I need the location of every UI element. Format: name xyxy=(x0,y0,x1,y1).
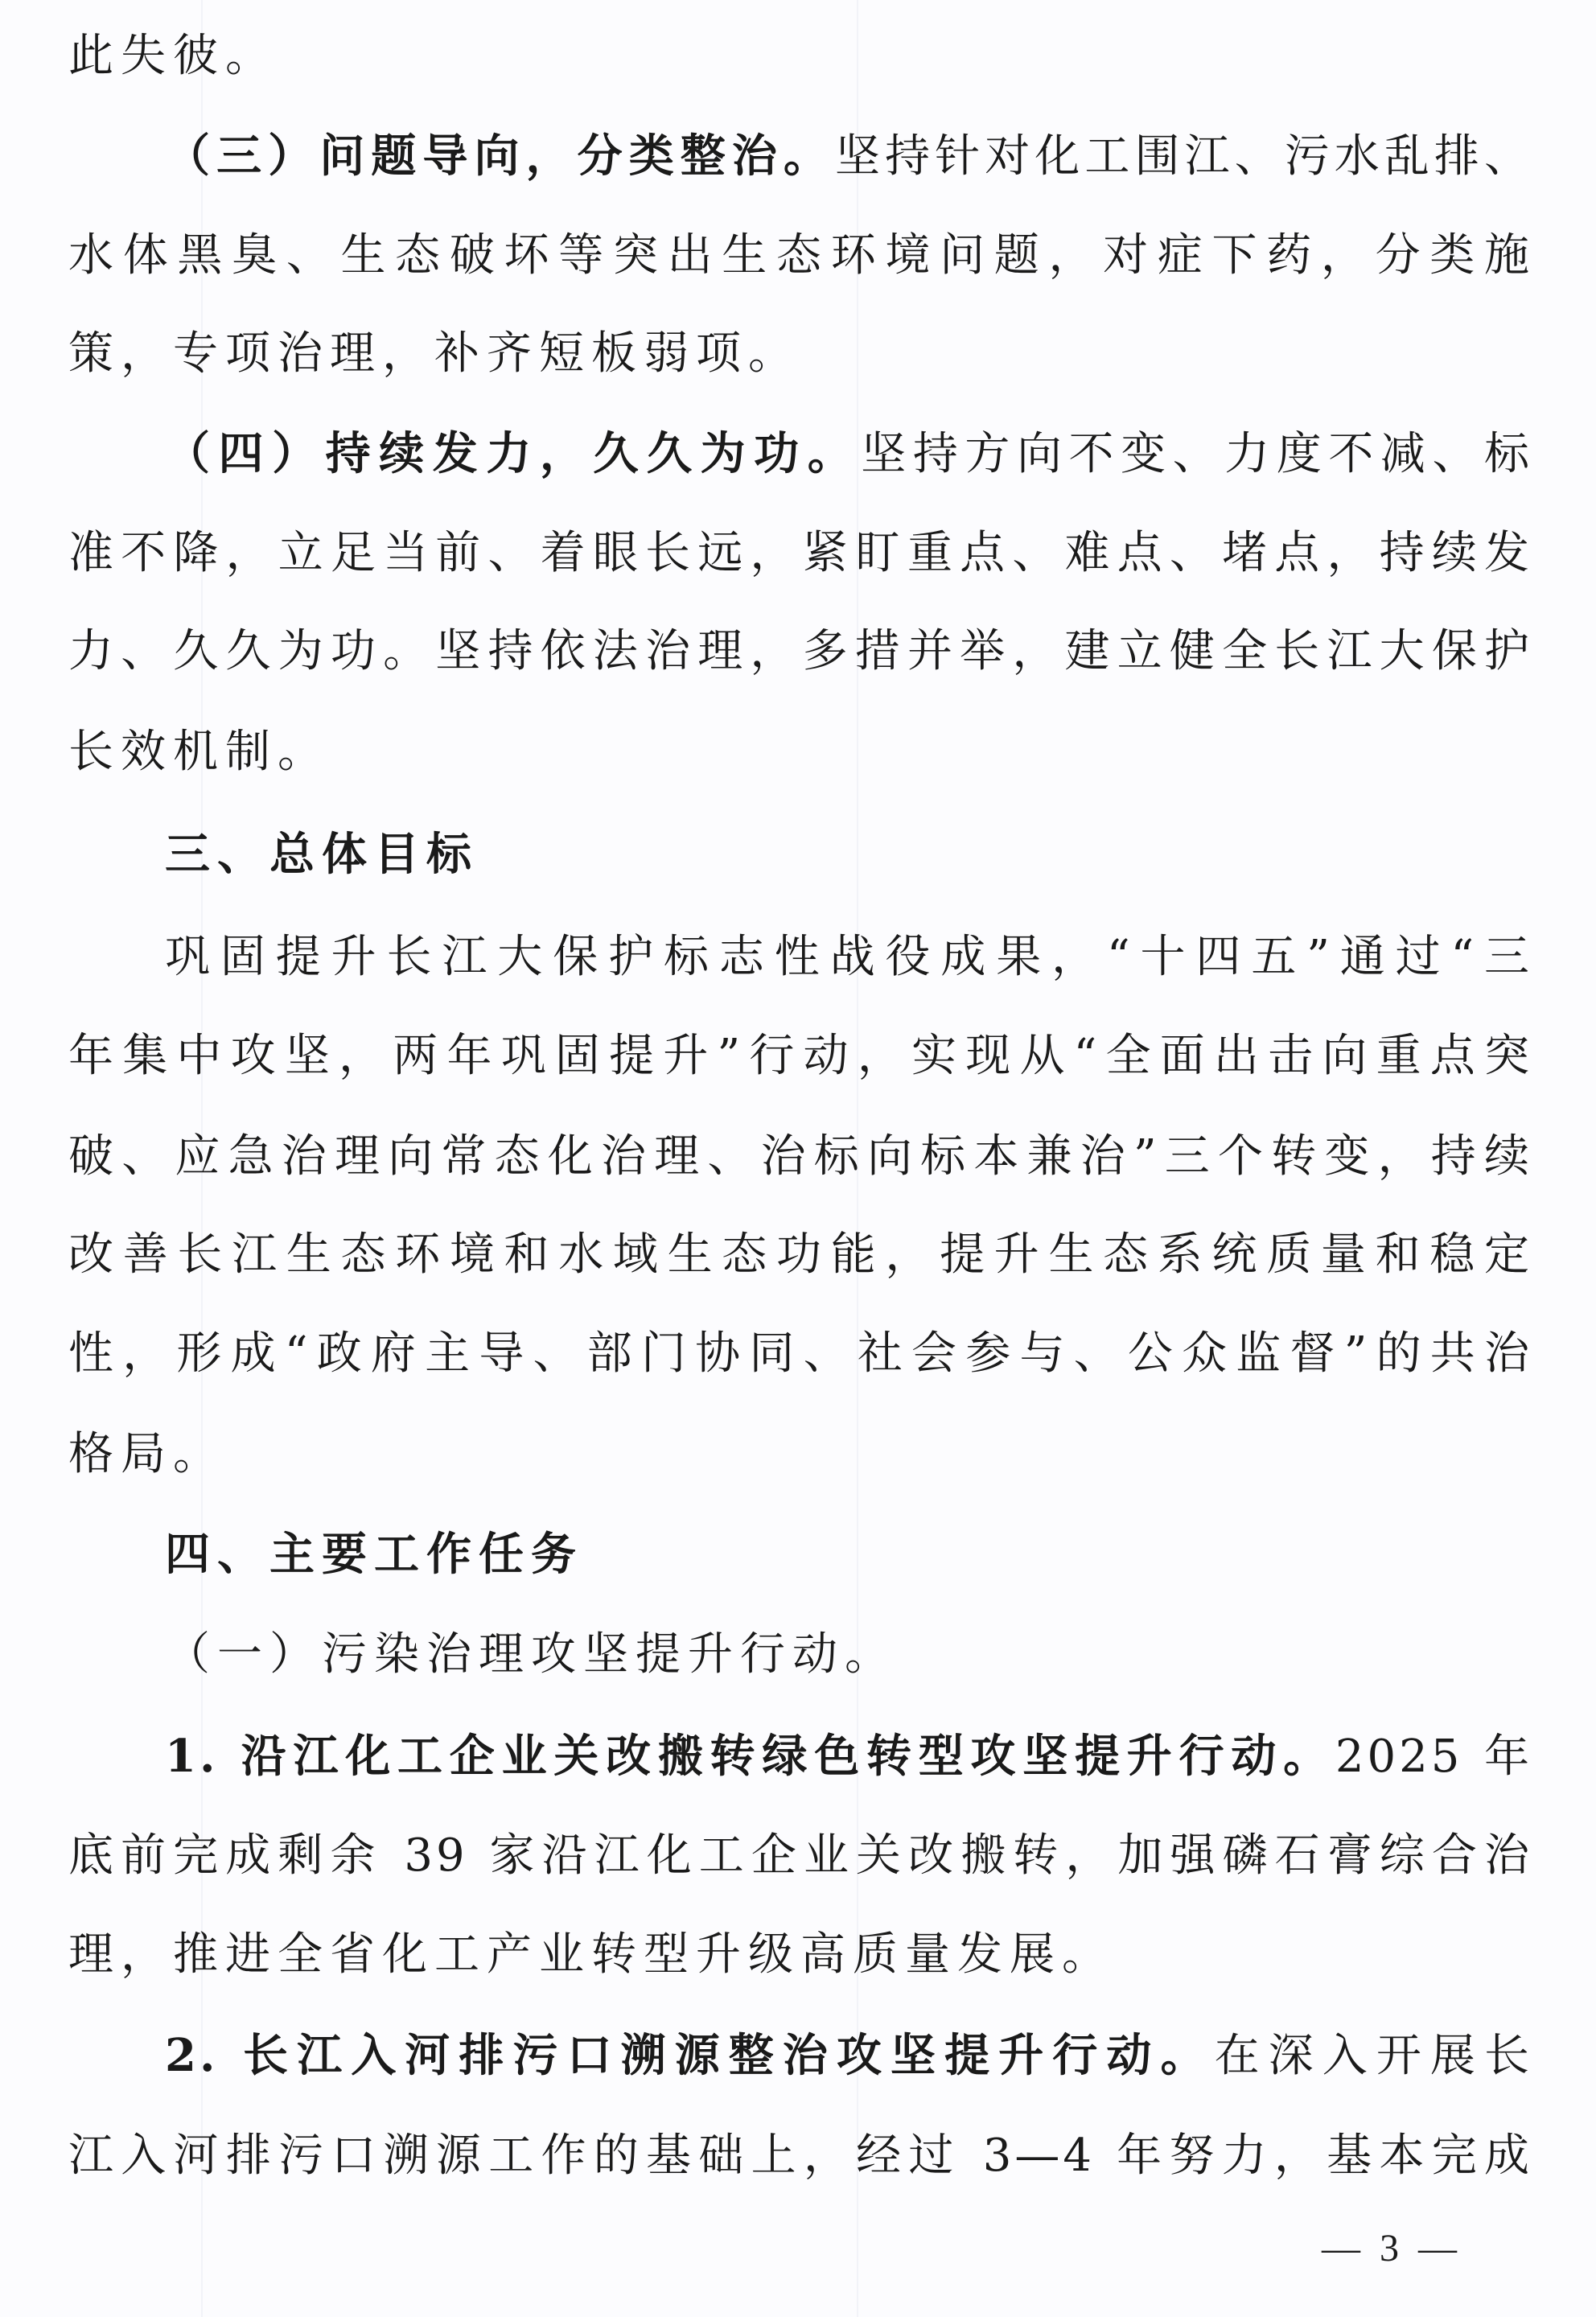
paragraph-line: 策，专项治理，补齐短板弱项。 xyxy=(68,327,800,380)
paragraph-line: 巩固提升长江大保护标志性战役成果，“十四五”通过“三 xyxy=(165,931,1532,983)
paragraph-line: 格局。 xyxy=(68,1428,225,1480)
paragraph-line: 年集中攻坚，两年巩固提升”行动，实现从“全面出击向重点突 xyxy=(68,1030,1532,1082)
subsection-pollution-control: （一）污染治理攻坚提升行动。 xyxy=(165,1628,897,1681)
page-number: — 3 — xyxy=(1322,2227,1462,2270)
subsection-title-4: （四）持续发力，久久为功。 xyxy=(165,428,862,480)
task-2-title: 2. 长江入河排污口溯源整治攻坚提升行动。 xyxy=(165,2029,1215,2082)
paragraph-line: 理，推进全省化工产业转型升级高质量发展。 xyxy=(68,1928,1114,1981)
paragraph-line: 力、久久为功。坚持依法治理，多措并举，建立健全长江大保护 xyxy=(68,625,1532,677)
task-1-line: 1. 沿江化工企业关改搬转绿色转型攻坚提升行动。2025 年 xyxy=(165,1730,1532,1783)
paragraph-line: 长效机制。 xyxy=(68,726,330,778)
task-1-title: 1. 沿江化工企业关改搬转绿色转型攻坚提升行动。 xyxy=(165,1730,1335,1783)
paragraph-line: 底前完成剩余 39 家沿江化工企业关改搬转，加强磷石膏综合治 xyxy=(68,1829,1532,1882)
paragraph-line: 准不降，立足当前、着眼长远，紧盯重点、难点、堵点，持续发 xyxy=(68,527,1532,579)
subsection-4-line: （四）持续发力，久久为功。坚持方向不变、力度不减、标 xyxy=(165,428,1533,480)
paragraph-line: 破、应急治理向常态化治理、治标向标本兼治”三个转变，持续 xyxy=(68,1130,1532,1183)
section-heading-overall-goals: 三、总体目标 xyxy=(165,829,479,881)
paragraph-line: 江入河排污口溯源工作的基础上，经过 3—4 年努力，基本完成 xyxy=(68,2130,1533,2182)
paragraph-line: 性，形成“政府主导、部门协同、社会参与、公众监督”的共治 xyxy=(68,1327,1532,1380)
section-heading-main-tasks: 四、主要工作任务 xyxy=(165,1529,583,1581)
paragraph-line: 水体黑臭、生态破坏等突出生态环境问题，对症下药，分类施 xyxy=(68,229,1532,282)
paragraph-line: 改善长江生态环境和水域生态功能，提升生态系统质量和稳定 xyxy=(68,1228,1532,1281)
paragraph-line: 此失彼。 xyxy=(68,30,278,82)
subsection-3-line: （三）问题导向，分类整治。坚持针对化工围江、污水乱排、 xyxy=(165,130,1533,183)
task-2-line: 2. 长江入河排污口溯源整治攻坚提升行动。在深入开展长 xyxy=(165,2029,1533,2082)
subsection-title-3: （三）问题导向，分类整治。 xyxy=(165,130,835,183)
